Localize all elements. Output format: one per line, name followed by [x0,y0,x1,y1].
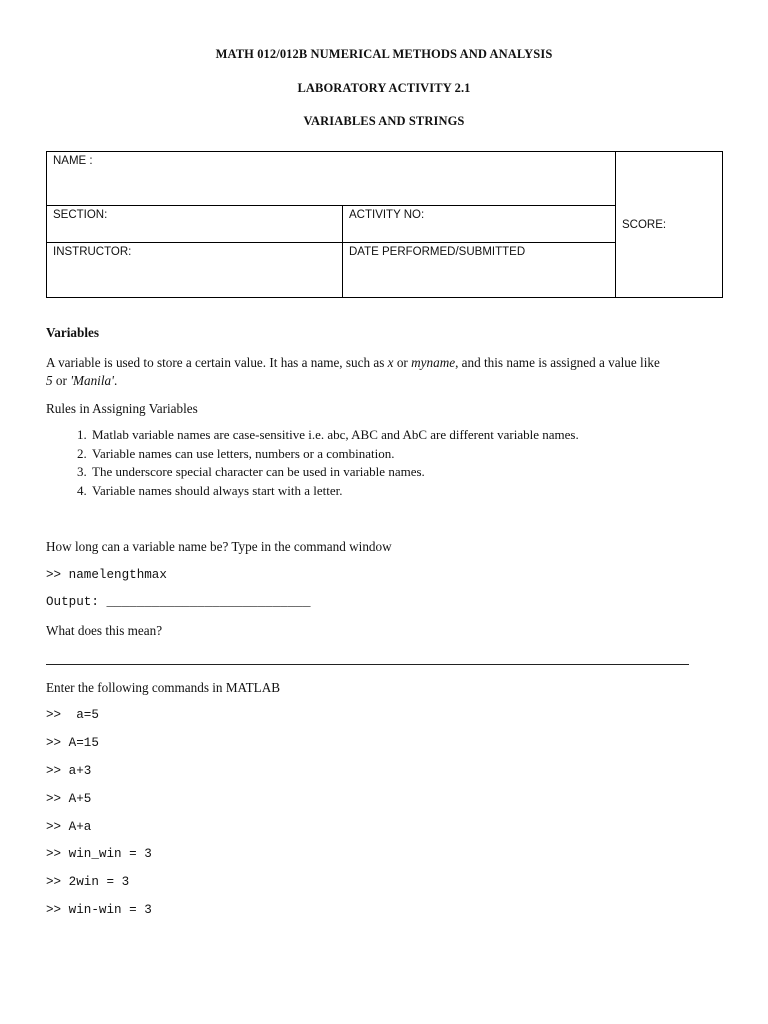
command-line: >> A+5 [46,792,92,806]
list-item: 1. Matlab variable names are case-sensitive i.e. abc, ABC and AbC are different variable names. [90,426,579,445]
meaning-question: What does this mean? [46,623,163,638]
topic-title: VARIABLES AND STRINGS [303,114,465,128]
student-info-table [46,151,723,298]
section-cell[interactable]: SECTION: [47,206,343,243]
question-prompt: How long can a variable name be? Type in the command window [46,539,392,554]
namelengthmax-command: >> namelengthmax [46,568,167,582]
score-cell[interactable] [616,152,723,298]
command-line: >> a+3 [46,764,92,778]
answer-line[interactable] [46,664,689,665]
command-line: >> win_win = 3 [46,847,152,861]
command-line: >> a=5 [46,708,99,722]
commands-heading: Enter the following commands in MATLAB [46,680,281,695]
activity-title: LABORATORY ACTIVITY 2.1 [297,81,471,95]
rules-heading: Rules in Assigning Variables [46,401,198,416]
name-cell[interactable]: NAME : [47,152,616,206]
rules-list [46,426,579,500]
command-line: >> 2win = 3 [46,875,130,889]
list-item: 4. Variable names should always start with a letter. [90,482,579,501]
list-item: 2. Variable names can use letters, numbers or a combination. [90,445,579,464]
list-item: 3. The underscore special character can be used in variable names. [90,463,579,482]
date-cell[interactable]: DATE PERFORMED/SUBMITTED [343,243,616,298]
output-blank[interactable]: Output: ___________________________ [46,595,311,609]
course-title: MATH 012/012B NUMERICAL METHODS AND ANALYSIS [215,47,553,61]
command-line: >> win-win = 3 [46,903,152,917]
activity-no-cell[interactable]: ACTIVITY NO: [343,206,616,243]
command-line: >> A=15 [46,736,99,750]
variables-heading: Variables [46,325,99,340]
variables-intro: A variable is used to store a certain value. It has a name, such as x or myname, and this name is assigned a value like 5 or 'Manila'. [46,355,660,388]
score-label: SCORE: [622,218,667,231]
command-line: >> A+a [46,820,92,834]
instructor-cell[interactable]: INSTRUCTOR: [47,243,343,298]
